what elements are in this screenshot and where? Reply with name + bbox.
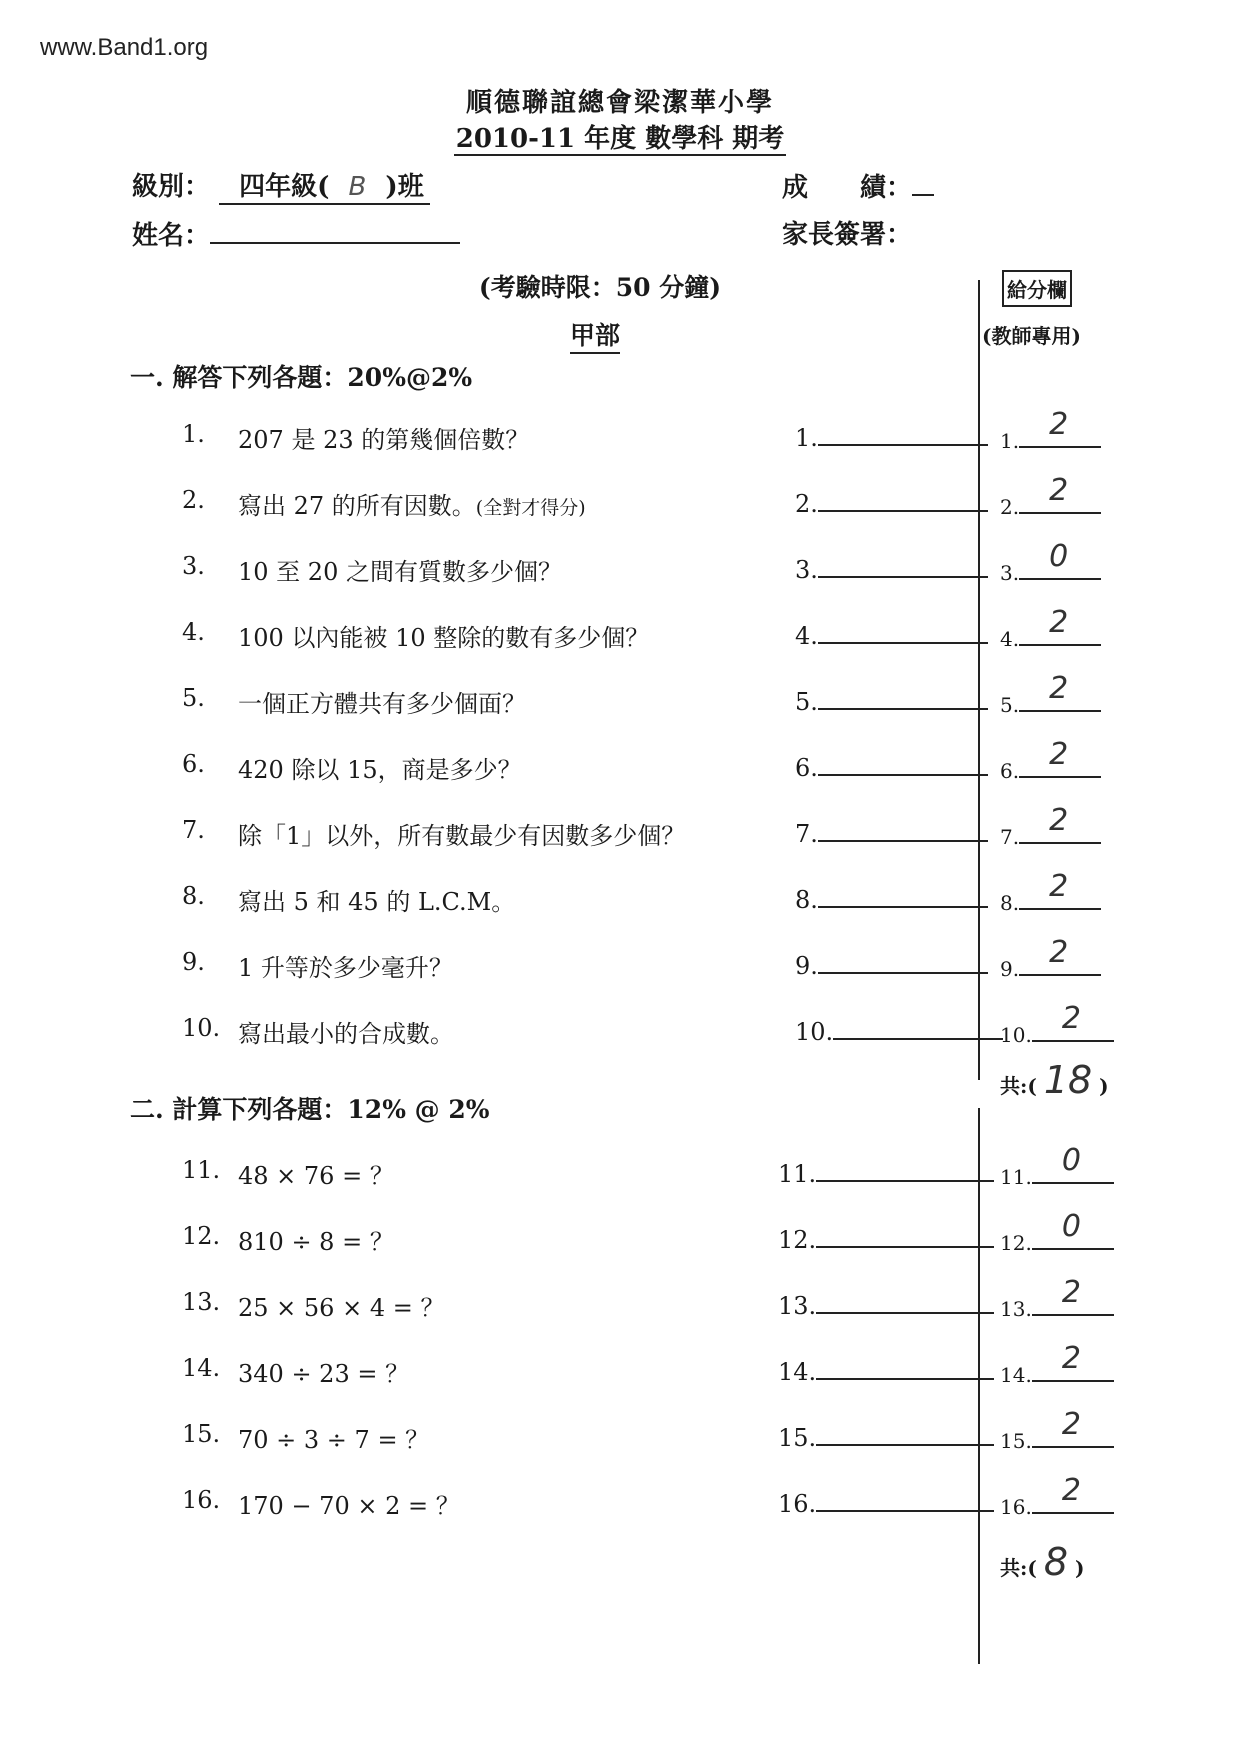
score-label: 11. bbox=[1000, 1165, 1032, 1189]
name-line bbox=[210, 214, 460, 244]
score-line bbox=[1019, 407, 1101, 448]
question-text-main: 207 是 23 的第幾個倍數？ bbox=[238, 426, 530, 454]
answer-label: 15. bbox=[778, 1424, 817, 1452]
question-text-main: 除「1」以外，所有數最少有因數多少個？ bbox=[238, 822, 686, 850]
answer-label: 4. bbox=[795, 622, 818, 650]
handwritten-mark: 2 bbox=[1049, 803, 1069, 838]
section1-total-label: 共:( bbox=[1000, 1074, 1037, 1098]
score-label: 2. bbox=[1000, 495, 1020, 519]
section1-title: 一. 解答下列各題：20%@2% bbox=[130, 363, 473, 392]
question-number: 12. bbox=[182, 1222, 221, 1250]
score-label: 14. bbox=[1000, 1363, 1032, 1387]
exam-title bbox=[0, 118, 1240, 155]
question-text bbox=[238, 420, 529, 455]
score-label: 3. bbox=[1000, 561, 1020, 585]
score-line bbox=[1032, 1473, 1114, 1514]
question-text-main: 寫出最小的合成數。 bbox=[238, 1020, 454, 1048]
exam-title-text: 2010-11 年度 數學科 期考 bbox=[455, 124, 785, 154]
section1-total-value: 18 bbox=[1043, 1058, 1093, 1102]
answer-blank[interactable] bbox=[795, 486, 988, 518]
answer-line[interactable] bbox=[816, 1354, 994, 1380]
question-text bbox=[238, 1288, 444, 1323]
watermark: www.Band1.org bbox=[40, 34, 209, 61]
handwritten-mark: 0 bbox=[1061, 1143, 1081, 1178]
score-line bbox=[1019, 539, 1101, 580]
score-label: 15. bbox=[1000, 1429, 1032, 1453]
answer-blank[interactable] bbox=[795, 948, 988, 980]
class-value-line bbox=[219, 166, 430, 205]
question-number: 8. bbox=[182, 882, 205, 910]
answer-label: 9. bbox=[795, 952, 818, 980]
answer-blank[interactable] bbox=[795, 750, 988, 782]
score-line bbox=[1032, 1407, 1114, 1448]
question-text-main: 寫出 27 的所有因數。 bbox=[238, 492, 476, 520]
handwritten-mark: 2 bbox=[1061, 1341, 1081, 1376]
class-prefix: 四年級( bbox=[239, 172, 330, 202]
answer-line[interactable] bbox=[833, 1014, 1003, 1040]
score-line bbox=[1019, 605, 1101, 646]
question-text bbox=[238, 1222, 394, 1257]
name-field bbox=[132, 214, 460, 252]
score-line bbox=[1032, 1275, 1114, 1316]
question-text-main: 25 × 56 × 4 = ？ bbox=[238, 1294, 445, 1322]
part-a-heading: 甲部 bbox=[570, 316, 620, 354]
answer-blank[interactable] bbox=[778, 1222, 994, 1254]
question-number: 14. bbox=[182, 1354, 221, 1382]
score-box bbox=[1000, 1341, 1114, 1387]
handwritten-mark: 2 bbox=[1049, 473, 1069, 508]
answer-line[interactable] bbox=[818, 420, 988, 446]
question-text-main: 70 ÷ 3 ÷ 7 = ？ bbox=[238, 1426, 430, 1454]
answer-label: 14. bbox=[778, 1358, 817, 1386]
question-text bbox=[238, 816, 685, 851]
answer-line[interactable] bbox=[818, 552, 988, 578]
question-text-main: 10 至 20 之間有質數多少個？ bbox=[238, 558, 562, 586]
answer-line[interactable] bbox=[818, 816, 988, 842]
score-line bbox=[1019, 473, 1101, 514]
class-suffix: )班 bbox=[385, 172, 424, 202]
score-label: 5. bbox=[1000, 693, 1020, 717]
score-label: 成 績： bbox=[782, 173, 913, 203]
answer-line[interactable] bbox=[816, 1486, 994, 1512]
answer-line[interactable] bbox=[818, 486, 988, 512]
answer-line[interactable] bbox=[818, 684, 988, 710]
score-box bbox=[1000, 1275, 1114, 1321]
score-label: 1. bbox=[1000, 429, 1020, 453]
question-number: 11. bbox=[182, 1156, 221, 1184]
handwritten-mark: 2 bbox=[1049, 737, 1069, 772]
answer-line[interactable] bbox=[816, 1222, 994, 1248]
parent-signature-field bbox=[782, 214, 912, 251]
score-box bbox=[1000, 605, 1101, 651]
section1-total bbox=[1000, 1058, 1109, 1102]
score-field bbox=[782, 166, 934, 204]
marking-column-title: 給分欄 bbox=[1002, 270, 1072, 307]
answer-blank[interactable] bbox=[778, 1420, 994, 1452]
score-box bbox=[1000, 935, 1101, 981]
question-text bbox=[238, 1420, 429, 1455]
answer-label: 12. bbox=[778, 1226, 817, 1254]
score-label: 12. bbox=[1000, 1231, 1032, 1255]
score-line bbox=[1019, 737, 1101, 778]
answer-blank[interactable] bbox=[778, 1156, 994, 1188]
handwritten-mark: 2 bbox=[1049, 605, 1069, 640]
score-box bbox=[1000, 1407, 1114, 1453]
answer-line[interactable] bbox=[816, 1420, 994, 1446]
handwritten-mark: 2 bbox=[1049, 671, 1069, 706]
question-number: 4. bbox=[182, 618, 205, 646]
question-number: 15. bbox=[182, 1420, 221, 1448]
score-label: 7. bbox=[1000, 825, 1020, 849]
score-line bbox=[1032, 1341, 1114, 1382]
score-box bbox=[1000, 539, 1101, 585]
handwritten-mark: 0 bbox=[1049, 539, 1069, 574]
score-line bbox=[1032, 1209, 1114, 1250]
answer-blank[interactable] bbox=[778, 1354, 994, 1386]
answer-label: 1. bbox=[795, 424, 818, 452]
answer-line[interactable] bbox=[818, 750, 988, 776]
answer-label: 11. bbox=[778, 1160, 817, 1188]
question-text bbox=[238, 948, 453, 983]
marking-column-subtitle: (教師專用) bbox=[982, 324, 1081, 348]
marking-divider-2 bbox=[978, 1108, 980, 1664]
answer-blank[interactable] bbox=[795, 552, 988, 584]
score-label: 4. bbox=[1000, 627, 1020, 651]
score-label: 8. bbox=[1000, 891, 1020, 915]
handwritten-mark: 0 bbox=[1061, 1209, 1081, 1244]
section2-total-value: 8 bbox=[1043, 1540, 1069, 1584]
score-box bbox=[1000, 671, 1101, 717]
section2-total-label: 共:( bbox=[1000, 1556, 1037, 1580]
name-label: 姓名： bbox=[132, 221, 211, 251]
question-text bbox=[238, 486, 586, 521]
question-text bbox=[238, 1014, 454, 1049]
score-box bbox=[1000, 1209, 1114, 1255]
answer-line[interactable] bbox=[818, 882, 988, 908]
answer-label: 2. bbox=[795, 490, 818, 518]
question-text-main: 一個正方體共有多少個面？ bbox=[238, 690, 526, 718]
question-number: 10. bbox=[182, 1014, 221, 1042]
class-field bbox=[132, 166, 430, 205]
question-text-main: 48 × 76 = ？ bbox=[238, 1162, 394, 1190]
question-text bbox=[238, 552, 562, 587]
question-text bbox=[238, 618, 649, 653]
question-text-main: 100 以內能被 10 整除的數有多少個？ bbox=[238, 624, 650, 652]
handwritten-mark: 2 bbox=[1049, 935, 1069, 970]
question-number: 3. bbox=[182, 552, 205, 580]
class-handwritten: B bbox=[348, 172, 367, 202]
score-line bbox=[1019, 803, 1101, 844]
question-number: 13. bbox=[182, 1288, 221, 1316]
question-text bbox=[238, 750, 522, 785]
answer-label: 13. bbox=[778, 1292, 817, 1320]
parent-signature-label: 家長簽署： bbox=[782, 220, 913, 250]
score-box bbox=[1000, 737, 1101, 783]
score-box bbox=[1000, 1143, 1114, 1189]
answer-blank[interactable] bbox=[795, 684, 988, 716]
question-note: (全對才得分) bbox=[475, 497, 586, 519]
answer-label: 5. bbox=[795, 688, 818, 716]
answer-blank[interactable] bbox=[778, 1288, 994, 1320]
section1-total-close: ) bbox=[1099, 1074, 1109, 1098]
answer-line[interactable] bbox=[818, 948, 988, 974]
score-line bbox=[1019, 869, 1101, 910]
answer-label: 6. bbox=[795, 754, 818, 782]
handwritten-mark: 2 bbox=[1061, 1473, 1081, 1508]
answer-line[interactable] bbox=[816, 1288, 994, 1314]
answer-blank[interactable] bbox=[778, 1486, 994, 1518]
answer-line[interactable] bbox=[818, 618, 988, 644]
question-text bbox=[238, 1156, 394, 1191]
score-line bbox=[1019, 671, 1101, 712]
question-text bbox=[238, 1486, 460, 1521]
question-number: 7. bbox=[182, 816, 205, 844]
question-text bbox=[238, 1354, 409, 1389]
question-text-main: 340 ÷ 23 = ？ bbox=[238, 1360, 410, 1388]
answer-label: 7. bbox=[795, 820, 818, 848]
question-number: 2. bbox=[182, 486, 205, 514]
answer-blank[interactable] bbox=[795, 420, 988, 452]
score-box bbox=[1000, 803, 1101, 849]
question-number: 6. bbox=[182, 750, 205, 778]
score-line bbox=[1019, 935, 1101, 976]
question-text bbox=[238, 882, 515, 917]
answer-line[interactable] bbox=[816, 1156, 994, 1182]
answer-blank[interactable] bbox=[795, 618, 988, 650]
score-line bbox=[1032, 1143, 1114, 1184]
question-text-main: 170 − 70 × 2 = ？ bbox=[238, 1492, 460, 1520]
score-box bbox=[1000, 1001, 1114, 1047]
answer-label: 8. bbox=[795, 886, 818, 914]
answer-label: 16. bbox=[778, 1490, 817, 1518]
score-line bbox=[912, 166, 934, 196]
score-label: 10. bbox=[1000, 1023, 1032, 1047]
score-label: 16. bbox=[1000, 1495, 1032, 1519]
handwritten-mark: 2 bbox=[1061, 1001, 1081, 1036]
answer-blank[interactable] bbox=[795, 1014, 1003, 1046]
section2-title: 二. 計算下列各題：12% @ 2% bbox=[130, 1095, 490, 1124]
score-label: 9. bbox=[1000, 957, 1020, 981]
time-limit: (考驗時限：50 分鐘) bbox=[478, 273, 722, 302]
score-box bbox=[1000, 407, 1101, 453]
question-number: 9. bbox=[182, 948, 205, 976]
answer-blank[interactable] bbox=[795, 816, 988, 848]
question-text-main: 1 升等於多少毫升？ bbox=[238, 954, 453, 982]
class-label: 級別： bbox=[132, 172, 211, 202]
handwritten-mark: 2 bbox=[1061, 1407, 1081, 1442]
question-number: 16. bbox=[182, 1486, 221, 1514]
handwritten-mark: 2 bbox=[1049, 869, 1069, 904]
answer-label: 10. bbox=[795, 1018, 834, 1046]
section2-total-close: ) bbox=[1074, 1556, 1085, 1580]
answer-label: 3. bbox=[795, 556, 818, 584]
question-text-main: 寫出 5 和 45 的 L.C.M。 bbox=[238, 888, 516, 916]
score-line bbox=[1032, 1001, 1114, 1042]
handwritten-mark: 2 bbox=[1061, 1275, 1081, 1310]
question-text-main: 810 ÷ 8 = ？ bbox=[238, 1228, 394, 1256]
handwritten-mark: 2 bbox=[1049, 407, 1069, 442]
score-label: 6. bbox=[1000, 759, 1020, 783]
answer-blank[interactable] bbox=[795, 882, 988, 914]
question-text bbox=[238, 684, 526, 719]
question-text-main: 420 除以 15，商是多少？ bbox=[238, 756, 522, 784]
score-label: 13. bbox=[1000, 1297, 1032, 1321]
section2-total bbox=[1000, 1540, 1084, 1584]
question-number: 1. bbox=[182, 420, 205, 448]
score-box bbox=[1000, 1473, 1114, 1519]
score-box bbox=[1000, 869, 1101, 915]
school-name: 順德聯誼總會梁潔華小學 bbox=[465, 88, 774, 118]
score-box bbox=[1000, 473, 1101, 519]
question-number: 5. bbox=[182, 684, 205, 712]
